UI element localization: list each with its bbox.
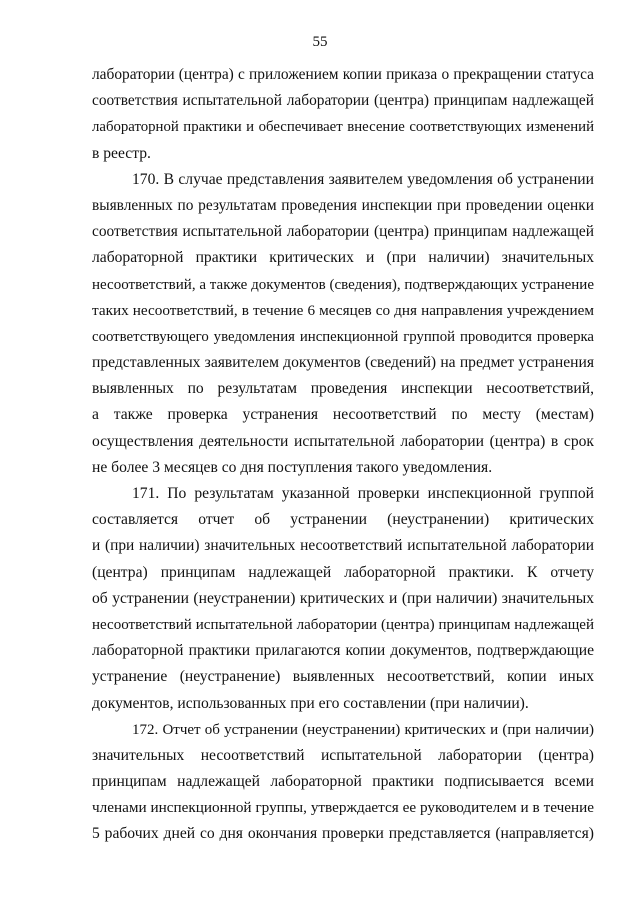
text-line: лабораторной практики и обеспечивает внесение соответствующих изменений xyxy=(92,119,594,136)
text-line: значительных несоответствий испытательной лаборатории (центра) xyxy=(92,746,594,764)
text-line: устранение (неустранение) выявленных несоответствий, копии иных xyxy=(92,668,594,686)
text-line: 5 рабочих дней со дня окончания проверки представляется (направляется) xyxy=(92,825,594,843)
text-line: членами инспекционной группы, утверждается ее руководителем и в течение xyxy=(92,799,594,817)
text-line: осуществления деятельности испытательной лаборатории (центра) в срок xyxy=(92,432,594,450)
text-line: принципам надлежащей лабораторной практики подписывается всеми xyxy=(92,773,594,791)
paragraph-171-start: 171. По результатам указанной проверки инспекционной группой xyxy=(132,485,594,502)
text-line: а также проверка устранения несоответствий по месту (местам) xyxy=(92,406,594,424)
text-line: несоответствий испытательной лаборатории (центра) принципам надлежащей xyxy=(92,616,594,633)
text-line: об устранении (неустранении) критических и (при наличии) значительных xyxy=(92,589,594,607)
text-line: выявленных по результатам проведения инспекции при проведении оценки xyxy=(92,196,594,214)
paragraph-172-start: 172. Отчет об устранении (неустранении) критических и (при наличии) xyxy=(132,721,594,738)
text-line: в реестр. xyxy=(92,144,151,162)
text-line: лаборатории (центра) с приложением копии приказа о прекращении статуса xyxy=(92,66,594,83)
text-line: составляется отчет об устранении (неустранении) критических xyxy=(92,511,594,529)
text-line: выявленных по результатам проведения инспекции несоответствий, xyxy=(92,380,594,398)
paragraph-170-start: 170. В случае представления заявителем уведомления об устранении xyxy=(132,170,594,188)
text-line: лабораторной практики прилагаются копии документов, подтверждающие xyxy=(92,642,594,660)
text-line: (центра) принципам надлежащей лабораторной практики. К отчету xyxy=(92,563,594,581)
document-body xyxy=(92,62,594,848)
text-line: не более 3 месяцев со дня поступления такого уведомления. xyxy=(92,458,493,476)
text-line: соответствия испытательной лаборатории (центра) принципам надлежащей xyxy=(92,92,594,110)
text-line: соответствия испытательной лаборатории (центра) принципам надлежащей xyxy=(92,223,594,241)
text-line: представленных заявителем документов (сведений) на предмет устранения xyxy=(92,354,594,372)
text-line: соответствующего уведомления инспекционной группой проводится проверка xyxy=(92,328,594,345)
text-line: таких несоответствий, в течение 6 месяцев со дня направления учреждением xyxy=(92,301,594,319)
text-line: и (при наличии) значительных несоответствий испытательной лаборатории xyxy=(92,537,594,555)
text-line: лабораторной практики критических и (при наличии) значительных xyxy=(92,249,594,267)
page-number: 55 xyxy=(312,34,328,50)
text-line: документов, использованных при его составлении (при наличии). xyxy=(92,694,529,712)
text-line: несоответствий, а также документов (сведения), подтверждающих устранение xyxy=(92,276,594,293)
